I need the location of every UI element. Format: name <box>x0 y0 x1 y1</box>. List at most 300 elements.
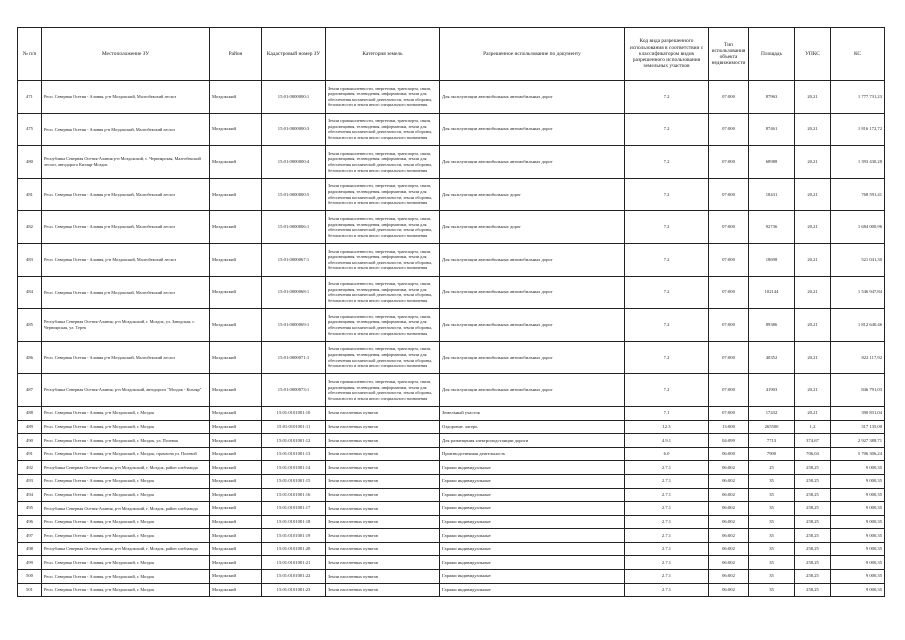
cell-num: 483 <box>18 243 42 276</box>
cell-permitted-use: Гаражи индивидуальные <box>440 502 625 516</box>
cell-object-code: 07:000 <box>709 406 749 420</box>
cell-ks: 9 000,35 <box>831 583 885 597</box>
header-ks: КС <box>831 28 885 81</box>
table-row <box>18 309 885 342</box>
cell-land-category: Земли промышленности, энергетики, транспорта, связи, радиовещания, телевидения, информатики, земли для обеспечения космической деятельности, земли обороны, безопасности и земли иного специального назначения <box>326 341 440 374</box>
cell-ks: 768 591,41 <box>831 178 885 211</box>
cell-upks: 20,21 <box>795 374 831 407</box>
cell-vri-code: 7.1 <box>625 406 709 420</box>
cell-upks: 258,25 <box>795 461 831 475</box>
cell-object-code: 06:002 <box>709 502 749 516</box>
cell-object-code: 06:002 <box>709 542 749 556</box>
cell-vri-code: 2.7.1 <box>625 570 709 584</box>
cell-permitted-use: Для эксплуатации автомобильных автомобильных дорог <box>440 81 625 114</box>
cell-upks: 20,21 <box>795 146 831 179</box>
cell-num: 498 <box>18 542 42 556</box>
cell-area: 87963 <box>749 81 795 114</box>
cell-district: Моздокский <box>210 556 262 570</box>
cell-object-code: 07:000 <box>709 309 749 342</box>
cell-upks: 20,21 <box>795 113 831 146</box>
cell-land-category: Земли населенных пунктов <box>326 515 440 529</box>
cell-land-category: Земли населенных пунктов <box>326 434 440 448</box>
cell-district: Моздокский <box>210 570 262 584</box>
cell-ks: 2 927 388,71 <box>831 434 885 448</box>
cell-land-category: Земли населенных пунктов <box>326 474 440 488</box>
cell-upks: 706,04 <box>795 447 831 461</box>
cell-upks: 258,25 <box>795 488 831 502</box>
cell-num: 488 <box>18 406 42 420</box>
cell-land-category: Земли промышленности, энергетики, транспорта, связи, радиовещания, телевидения, информатики, земли для обеспечения космической деятельности, земли обороны, безопасности и земли иного специального назначения <box>326 178 440 211</box>
cell-district: Моздокский <box>210 276 262 309</box>
cell-land-category: Земли населенных пунктов <box>326 488 440 502</box>
cell-ks: 9 000,35 <box>831 461 885 475</box>
cell-permitted-use: Для эксплуатации автомобильных автомобильных дорог <box>440 341 625 374</box>
cell-land-category: Земли промышленности, энергетики, транспорта, связи, радиовещания, телевидения, информатики, земли для обеспечения космической деятельности, земли обороны, безопасности и земли иного специального назначения <box>326 276 440 309</box>
table-row <box>18 178 885 211</box>
table-row <box>18 146 885 179</box>
cell-vri-code: 2.7.1 <box>625 474 709 488</box>
cell-cadastral-number: 15:01:0101001:21 <box>262 556 326 570</box>
cell-area: 89386 <box>749 309 795 342</box>
cell-permitted-use: Гаражи индивидуальные <box>440 556 625 570</box>
cell-object-code: 07:000 <box>709 243 749 276</box>
header-row <box>18 28 885 81</box>
cell-district: Моздокский <box>210 113 262 146</box>
cell-upks: 1,2 <box>795 420 831 434</box>
cell-vri-code: 7.2 <box>625 243 709 276</box>
table-row <box>18 276 885 309</box>
cell-num: 485 <box>18 309 42 342</box>
cell-permitted-use: Для размещения электроподстанции дороги <box>440 434 625 448</box>
cell-district: Моздокский <box>210 420 262 434</box>
cell-area: 35 <box>749 515 795 529</box>
cell-upks: 20,21 <box>795 211 831 244</box>
cell-num: 481 <box>18 178 42 211</box>
header-land-category: Категория земель <box>326 28 440 81</box>
table-row <box>18 515 885 529</box>
cell-district: Моздокский <box>210 211 262 244</box>
cell-district: Моздокский <box>210 447 262 461</box>
cell-upks: 258,25 <box>795 529 831 543</box>
cell-permitted-use: Гаражи индивидуальные <box>440 570 625 584</box>
cell-ks: 1 393 430,28 <box>831 146 885 179</box>
cell-num: 499 <box>18 556 42 570</box>
table-row <box>18 447 885 461</box>
cell-permitted-use: Для эксплуатации автомобильных автомобильных дорог <box>440 113 625 146</box>
cell-area: 25 <box>749 461 795 475</box>
cell-ks: 822 117,92 <box>831 341 885 374</box>
cell-num: 471 <box>18 81 42 114</box>
cell-vri-code: 7.2 <box>625 276 709 309</box>
cell-object-code: 07:000 <box>709 178 749 211</box>
cell-land-category: Земли промышленности, энергетики, транспорта, связи, радиовещания, телевидения, информатики, земли для обеспечения космической деятельности, земли обороны, безопасности и земли иного специального назначения <box>326 146 440 179</box>
cell-object-code: 07:000 <box>709 341 749 374</box>
cell-cadastral-number: 15:01:0000006:1 <box>262 211 326 244</box>
cell-upks: 20,21 <box>795 81 831 114</box>
cell-vri-code: 2.7.1 <box>625 556 709 570</box>
cell-num: 501 <box>18 583 42 597</box>
cell-num: 493 <box>18 474 42 488</box>
cell-upks: 20,21 <box>795 406 831 420</box>
cell-cadastral-number: 15:01:0000069:1 <box>262 309 326 342</box>
cell-object-code: 07:000 <box>709 374 749 407</box>
cell-upks: 258,25 <box>795 570 831 584</box>
cell-vri-code: 7.2 <box>625 146 709 179</box>
cell-district: Моздокский <box>210 488 262 502</box>
cell-vri-code: 2.7.1 <box>625 488 709 502</box>
table-row <box>18 211 885 244</box>
cell-location: Респ. Северная Осетия - Алания, р-н Моздокский, г. Моздок, ул. Полевая <box>42 434 210 448</box>
cell-district: Моздокский <box>210 341 262 374</box>
cell-upks: 258,25 <box>795 583 831 597</box>
cell-area: 41903 <box>749 374 795 407</box>
cell-num: 495 <box>18 502 42 516</box>
cell-district: Моздокский <box>210 309 262 342</box>
header-vri-code: Код вида разрешенного использования в соответствии с классификатором видов разрешенного использования земельных участков <box>625 28 709 81</box>
cell-land-category: Земли населенных пунктов <box>326 406 440 420</box>
cell-vri-code: 7.2 <box>625 309 709 342</box>
cell-object-code: 07:000 <box>709 146 749 179</box>
cell-permitted-use: Для эксплуатации автомобильных автомобильных дорог <box>440 146 625 179</box>
cell-cadastral-number: 15:01:0000068:1 <box>262 276 326 309</box>
cell-vri-code: 4.9.1 <box>625 434 709 448</box>
cell-num: 496 <box>18 515 42 529</box>
cell-cadastral-number: 15:01:0000073:1 <box>262 374 326 407</box>
cell-area: 92736 <box>749 211 795 244</box>
cell-num: 494 <box>18 488 42 502</box>
cell-object-code: 06:002 <box>709 488 749 502</box>
cell-object-code: 06:002 <box>709 474 749 488</box>
cell-cadastral-number: 15:01:0101001:13 <box>262 447 326 461</box>
cell-permitted-use: Гаражи индивидуальные <box>440 461 625 475</box>
cell-ks: 1 816 172,72 <box>831 113 885 146</box>
cell-permitted-use: Гаражи индивидуальные <box>440 488 625 502</box>
table-row <box>18 488 885 502</box>
cell-num: 491 <box>18 447 42 461</box>
cell-district: Моздокский <box>210 243 262 276</box>
cell-vri-code: 12.3 <box>625 420 709 434</box>
cell-num: 500 <box>18 570 42 584</box>
cell-ks: 9 000,35 <box>831 474 885 488</box>
cell-location: Республика Северная Осетия-Алания, р-н Моздокский, г. Моздок, район хлебзавода <box>42 502 210 516</box>
cell-permitted-use: Для эксплуатации автомобильных автомобильных дорог <box>440 309 625 342</box>
cell-land-category: Земли населенных пунктов <box>326 542 440 556</box>
cell-object-code: 06:002 <box>709 583 749 597</box>
cell-land-category: Земли промышленности, энергетики, транспорта, связи, радиовещания, телевидения, информатики, земли для обеспечения космической деятельности, земли обороны, безопасности и земли иного специального назначения <box>326 113 440 146</box>
cell-num: 490 <box>18 434 42 448</box>
header-num: № п/п <box>18 28 42 81</box>
cell-location: Респ. Северная Осетия - Алания, р-н Моздокский, г. Моздок, промзона ул. Полевой <box>42 447 210 461</box>
cell-area: 18698 <box>749 243 795 276</box>
cell-object-code: 06:002 <box>709 556 749 570</box>
cell-vri-code: 2.7.1 <box>625 542 709 556</box>
cell-vri-code: 7.2 <box>625 113 709 146</box>
cadastral-value-table <box>17 27 885 597</box>
table-row <box>18 341 885 374</box>
cell-location: Республика Северная Осетия-Алания р-н Моздокский, с. Черноярская, Малгобекский лесхоз, автодорога Кизляр-Моздок <box>42 146 210 179</box>
cell-cadastral-number: 15:01:0101001:22 <box>262 570 326 584</box>
table-row <box>18 570 885 584</box>
table-row <box>18 556 885 570</box>
cell-location: Респ. Северная Осетия - Алания, р-н Моздокский, Малгобекский лесхоз <box>42 81 210 114</box>
cell-area: 40352 <box>749 341 795 374</box>
cell-num: 482 <box>18 211 42 244</box>
cell-area: 17432 <box>749 406 795 420</box>
cell-ks: 390 831,04 <box>831 406 885 420</box>
cell-upks: 20,21 <box>795 309 831 342</box>
cell-num: 480 <box>18 146 42 179</box>
cell-area: 35 <box>749 502 795 516</box>
cell-permitted-use: Гаражи индивидуальные <box>440 515 625 529</box>
cell-object-code: 07:000 <box>709 81 749 114</box>
cell-district: Моздокский <box>210 461 262 475</box>
cell-area: 265500 <box>749 420 795 434</box>
cell-upks: 20,21 <box>795 178 831 211</box>
cell-upks: 258,25 <box>795 542 831 556</box>
cell-location: Республика Северная Осетия-Алания, р-н Моздокский, г. Моздок, ул. Заводская, с. Черноярская, ул. Терек <box>42 309 210 342</box>
cell-location: Республика Северная Осетия-Алания, р-н Моздокский, г. Моздок, район хлебзавода <box>42 542 210 556</box>
cell-ks: 9 000,35 <box>831 529 885 543</box>
cell-upks: 20,21 <box>795 276 831 309</box>
cell-cadastral-number: 15:01:0101001:10 <box>262 406 326 420</box>
cell-ks: 1 546 947,84 <box>831 276 885 309</box>
cell-land-category: Земли населенных пунктов <box>326 529 440 543</box>
cell-land-category: Земли населенных пунктов <box>326 502 440 516</box>
cell-permitted-use: Гаражи индивидуальные <box>440 542 625 556</box>
cell-cadastral-number: 15:01:0101001:16 <box>262 488 326 502</box>
cell-area: 35 <box>749 570 795 584</box>
cell-ks: 1 684 000,96 <box>831 211 885 244</box>
cell-location: Респ. Северная Осетия - Алания, р-н Моздокский, Малгобекский лесхоз <box>42 243 210 276</box>
cell-cadastral-number: 15:01:0101001:12 <box>262 434 326 448</box>
cell-upks: 258,25 <box>795 502 831 516</box>
cell-location: Респ. Северная Осетия - Алания, р-н Моздокский, г. Моздок <box>42 420 210 434</box>
table-row <box>18 502 885 516</box>
cell-land-category: Земли населенных пунктов <box>326 583 440 597</box>
cell-ks: 9 000,35 <box>831 542 885 556</box>
cell-vri-code: 2.7.1 <box>625 461 709 475</box>
cell-area: 7900 <box>749 447 795 461</box>
cell-area: 35 <box>749 488 795 502</box>
header-district: Район <box>210 28 262 81</box>
cell-ks: 317 135,00 <box>831 420 885 434</box>
cell-object-code: 13:000 <box>709 420 749 434</box>
cell-location: Респ. Северная Осетия - Алания р-н Моздокский, Малгобекский лесхоз <box>42 178 210 211</box>
cell-land-category: Земли населенных пунктов <box>326 447 440 461</box>
cell-upks: 20,21 <box>795 243 831 276</box>
cell-vri-code: 2.7.1 <box>625 583 709 597</box>
cell-num: 484 <box>18 276 42 309</box>
cell-district: Моздокский <box>210 542 262 556</box>
cell-ks: 9 000,35 <box>831 570 885 584</box>
table-row <box>18 420 885 434</box>
cell-district: Моздокский <box>210 502 262 516</box>
cell-ks: 9 000,35 <box>831 515 885 529</box>
table-row <box>18 243 885 276</box>
cell-upks: 20,21 <box>795 341 831 374</box>
cell-object-code: 07:000 <box>709 276 749 309</box>
cell-district: Моздокский <box>210 406 262 420</box>
cell-land-category: Земли промышленности, энергетики, транспорта, связи, радиовещания, телевидения, информатики, земли для обеспечения космической деятельности, земли обороны, безопасности и земли иного специального назначения <box>326 374 440 407</box>
cell-vri-code: 7.2 <box>625 211 709 244</box>
cell-cadastral-number: 15:01:0101001:23 <box>262 583 326 597</box>
cell-upks: 258,25 <box>795 556 831 570</box>
cell-district: Моздокский <box>210 178 262 211</box>
cell-land-category: Земли промышленности, энергетики, транспорта, связи, радиовещания, телевидения, информатики, земли для обеспечения космической деятельности, земли обороны, безопасности и земли иного специального назначения <box>326 211 440 244</box>
cell-cadastral-number: 15:01:0101001:15 <box>262 474 326 488</box>
cell-vri-code: 7.2 <box>625 341 709 374</box>
table-row <box>18 113 885 146</box>
cell-upks: 258,25 <box>795 474 831 488</box>
cell-ks: 9 000,35 <box>831 502 885 516</box>
cell-district: Моздокский <box>210 583 262 597</box>
cell-num: 492 <box>18 461 42 475</box>
cell-cadastral-number: 15:01:0000000:5 <box>262 178 326 211</box>
cell-district: Моздокский <box>210 81 262 114</box>
cell-num: 497 <box>18 529 42 543</box>
cell-upks: 374,67 <box>795 434 831 448</box>
cell-location: Респ. Северная Осетия - Алания, р-н Моздокский, г. Моздок <box>42 570 210 584</box>
cell-area: 18431 <box>749 178 795 211</box>
cell-cadastral-number: 15:01:0101001:11 <box>262 420 326 434</box>
cell-area: 87461 <box>749 113 795 146</box>
cell-cadastral-number: 15:01:0000067:1 <box>262 243 326 276</box>
header-location: Местоположение ЗУ <box>42 28 210 81</box>
cell-permitted-use: Гаражи индивидуальные <box>440 583 625 597</box>
cell-ks: 1 812 640,46 <box>831 309 885 342</box>
cell-permitted-use: Для эксплуатации автомобильных дорог <box>440 178 625 211</box>
cell-object-code: 06:002 <box>709 461 749 475</box>
cell-district: Моздокский <box>210 515 262 529</box>
cell-location: Респ. Северная Осетия - Алания р-н Моздокский, Малгобекский лесхоз <box>42 211 210 244</box>
cell-area: 35 <box>749 474 795 488</box>
cell-land-category: Земли населенных пунктов <box>326 461 440 475</box>
cell-num: 487 <box>18 374 42 407</box>
cell-cadastral-number: 15:01:0000071:1 <box>262 341 326 374</box>
cell-land-category: Земли промышленности, энергетики, транспорта, связи, радиовещания, телевидения, информатики, земли для обеспечения космической деятельности, земли обороны, безопасности и земли иного специального назначения <box>326 243 440 276</box>
cell-num: 489 <box>18 420 42 434</box>
cell-object-code: 07:000 <box>709 113 749 146</box>
cell-location: Респ. Северная Осетия - Алания р-н Моздокский, Малгобекский лесхоз <box>42 341 210 374</box>
cell-location: Респ. Северная Осетия - Алания, р-н Моздокский, г. Моздок <box>42 474 210 488</box>
cell-num: 475 <box>18 113 42 146</box>
cell-permitted-use: Для эксплуатации автомобильных автомобильных дорог <box>440 276 625 309</box>
cell-cadastral-number: 15:01:0101001:20 <box>262 542 326 556</box>
cell-vri-code: 7.2 <box>625 178 709 211</box>
cell-land-category: Земли населенных пунктов <box>326 570 440 584</box>
cell-land-category: Земли промышленности, энергетики, транспорта, связи, радиовещания, телевидения, информатики, земли для обеспечения космической деятельности, земли обороны, безопасности и земли иного специального назначения <box>326 81 440 114</box>
cell-location: Респ. Северная Осетия - Алания, р-н Моздокский, г. Моздок <box>42 583 210 597</box>
cell-location: Респ. Северная Осетия - Алания р-н Моздокский, Малгобекский лесхоз <box>42 113 210 146</box>
cell-object-code: 04:099 <box>709 434 749 448</box>
cell-cadastral-number: 15:01:0000000:1 <box>262 81 326 114</box>
cell-location: Респ. Северная Осетия - Алания, р-н Моздокский, г. Моздок <box>42 515 210 529</box>
cell-object-code: 07:000 <box>709 211 749 244</box>
cell-ks: 1 777 731,23 <box>831 81 885 114</box>
cell-object-code: 06:000 <box>709 447 749 461</box>
cell-district: Моздокский <box>210 434 262 448</box>
cell-vri-code: 2.7.1 <box>625 515 709 529</box>
cell-vri-code: 7.2 <box>625 81 709 114</box>
cell-permitted-use: Для эксплуатации автомобильных автомобильных дорог <box>440 374 625 407</box>
header-upks: УПКС <box>795 28 831 81</box>
cell-ks: 9 000,35 <box>831 556 885 570</box>
cell-district: Моздокский <box>210 374 262 407</box>
cell-vri-code: 2.7.1 <box>625 502 709 516</box>
table-row <box>18 529 885 543</box>
cell-vri-code: 6.0 <box>625 447 709 461</box>
header-permitted-use: Разрешенное использование по документу <box>440 28 625 81</box>
cell-permitted-use: Производственная деятельность <box>440 447 625 461</box>
cell-permitted-use: Гаражи индивидуальные <box>440 529 625 543</box>
cell-area: 102144 <box>749 276 795 309</box>
cell-area: 68988 <box>749 146 795 179</box>
cell-land-category: Земли промышленности, энергетики, транспорта, связи, радиовещания, телевидения, информатики, земли для обеспечения космической деятельности, земли обороны, безопасности и земли иного специального назначения <box>326 309 440 342</box>
table-row <box>18 583 885 597</box>
cell-cadastral-number: 15:01:0101001:17 <box>262 502 326 516</box>
cell-district: Моздокский <box>210 474 262 488</box>
cell-location: Респ. Северная Осетия - Алания, р-н Моздокский, г. Моздок <box>42 406 210 420</box>
cell-object-code: 06:002 <box>709 529 749 543</box>
cell-permitted-use: Для эксплуатации автомобильных дорог <box>440 211 625 244</box>
cell-cadastral-number: 15:01:0101001:14 <box>262 461 326 475</box>
cell-ks: 5 706 306,24 <box>831 447 885 461</box>
cell-permitted-use: Оздоровит. лагерь <box>440 420 625 434</box>
cell-location: Республика Северная Осетия-Алания, р-н Моздокский, г. Моздок, район хлебзавода <box>42 461 210 475</box>
cell-ks: 9 000,35 <box>831 488 885 502</box>
table-body <box>18 81 885 597</box>
cell-vri-code: 2.7.1 <box>625 529 709 543</box>
cell-land-category: Земли населенных пунктов <box>326 556 440 570</box>
table-row <box>18 81 885 114</box>
cell-area: 35 <box>749 583 795 597</box>
cell-district: Моздокский <box>210 529 262 543</box>
cell-area: 35 <box>749 529 795 543</box>
table-row <box>18 434 885 448</box>
cell-permitted-use: Гаражи индивидуальные <box>440 474 625 488</box>
table-row <box>18 542 885 556</box>
cell-object-code: 06:002 <box>709 515 749 529</box>
cell-cadastral-number: 15:01:0101001:19 <box>262 529 326 543</box>
cell-upks: 258,25 <box>795 515 831 529</box>
cell-area: 35 <box>749 542 795 556</box>
table-row <box>18 474 885 488</box>
cell-location: Респ. Северная Осетия - Алания р-н Моздокский, Малгобекский лесхоз <box>42 276 210 309</box>
cell-area: 35 <box>749 556 795 570</box>
cell-ks: 846 791,03 <box>831 374 885 407</box>
cell-land-category: Земли населенных пунктов <box>326 420 440 434</box>
header-area: Площадь <box>749 28 795 81</box>
cell-permitted-use: Для эксплуатации автомобильных автомобильных дорог <box>440 243 625 276</box>
cell-location: Респ. Северная Осетия - Алания, р-н Моздокский, г. Моздок <box>42 556 210 570</box>
cell-vri-code: 7.2 <box>625 374 709 407</box>
cell-object-code: 06:002 <box>709 570 749 584</box>
cell-cadastral-number: 15:01:0101001:18 <box>262 515 326 529</box>
cell-location: Республика Северная Осетия-Алания, р-н Моздокский, автодорога "Моздок - Кизляр" <box>42 374 210 407</box>
table-row <box>18 461 885 475</box>
cell-district: Моздокский <box>210 146 262 179</box>
cell-ks: 521 041,30 <box>831 243 885 276</box>
cell-cadastral-number: 15:01:0000000:3 <box>262 113 326 146</box>
table-row <box>18 374 885 407</box>
header-object-code: Тип использования объекта недвижимости <box>709 28 749 81</box>
cell-cadastral-number: 15:01:0000000:4 <box>262 146 326 179</box>
table-row <box>18 406 885 420</box>
cell-permitted-use: Земельный участок <box>440 406 625 420</box>
cell-location: Респ. Северная Осетия - Алания, р-н Моздокский, г. Моздок <box>42 529 210 543</box>
cell-location: Респ. Северная Осетия - Алания, р-н Моздокский, г. Моздок <box>42 488 210 502</box>
cell-area: 7713 <box>749 434 795 448</box>
